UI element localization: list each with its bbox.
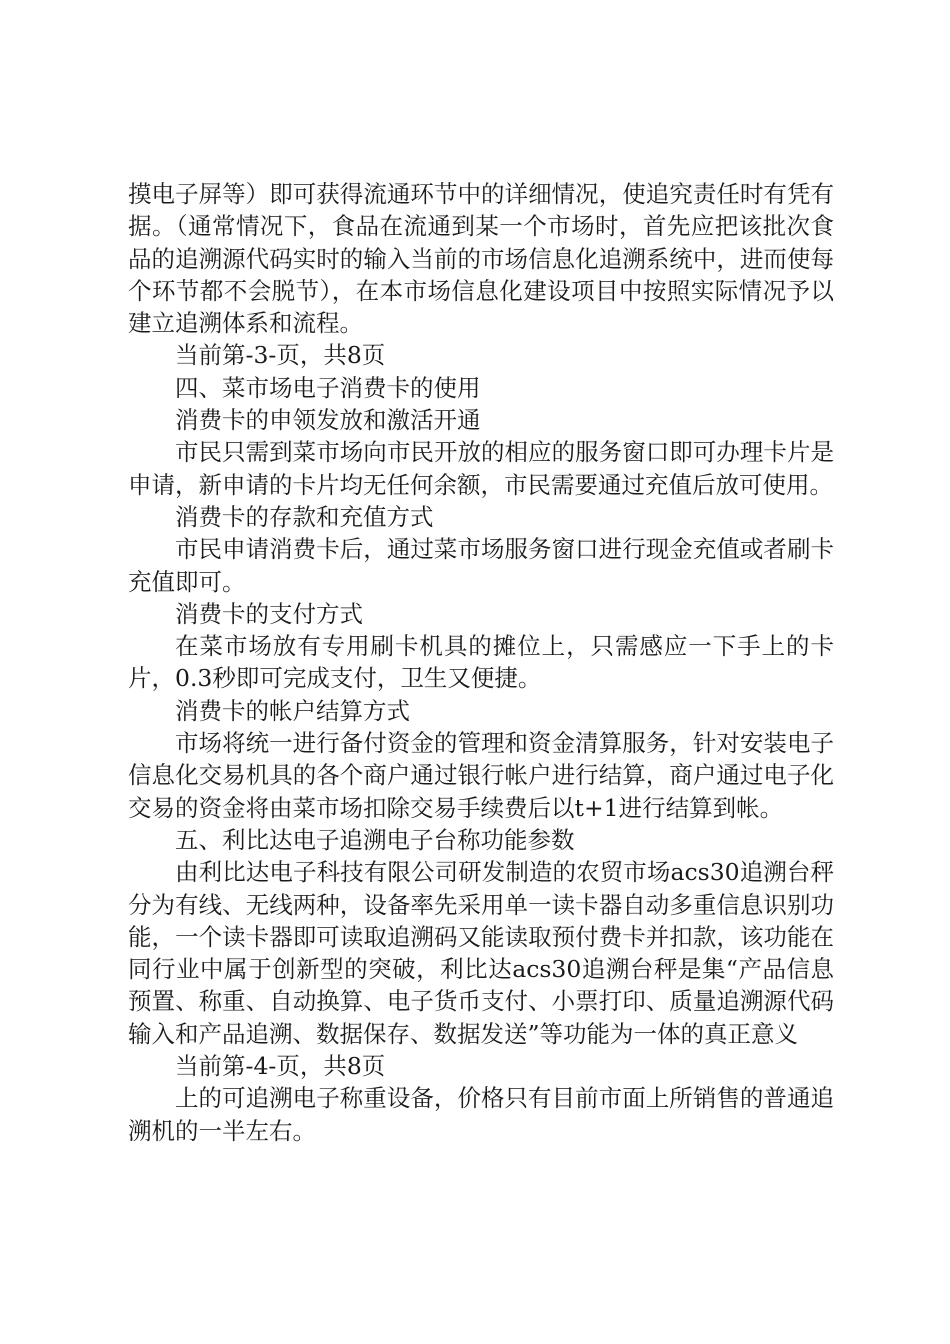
section-heading: 五、利比达电子追溯电子台称功能参数	[175, 825, 575, 854]
subheading: 消费卡的存款和充值方式	[175, 502, 434, 531]
paragraph: 摸电子屏等）即可获得流通环节中的详细情况，使追究责任时有凭有据。（通常情况下，食品在流通到某一个市场时，首先应把该批次食品的追溯源代码实时的输入当前的市场信息化追溯系统中，进而使每个环节都不会脱节），在本市场信息化建设项目中按照实际情况予以建立追溯体系和流程。	[128, 180, 834, 338]
paragraph: 由利比达电子科技有限公司研发制造的农贸市场acs30追溯台秤分为有线、无线两种，设备率先采用单一读卡器自动多重信息识别功能，一个读卡器即可读取追溯码又能读取预付费卡并扣款，该功能在同行业中属于创新型的突破，利比达acs30追溯台秤是集“产品信息预置、称重、自动换算、电子货币支付、小票打印、质量追溯源代码输入和产品追溯、数据保存、数据发送”等功能为一体的真正意义	[128, 858, 834, 1048]
document-page	[128, 178, 834, 1147]
page-indicator: 当前第-3-页，共8页	[175, 341, 386, 370]
section-heading: 四、菜市场电子消费卡的使用	[175, 373, 481, 402]
paragraph: 市场将统一进行备付资金的管理和资金清算服务，针对安装电子信息化交易机具的各个商户通过银行帐户进行结算，商户通过电子化交易的资金将由菜市场扣除交易手续费后以t+1进行结算到帐。	[128, 729, 834, 822]
subheading: 消费卡的支付方式	[175, 599, 363, 628]
paragraph: 市民只需到菜市场向市民开放的相应的服务窗口即可办理卡片是申请，新申请的卡片均无任何余额，市民需要通过充值后放可使用。	[128, 438, 834, 499]
page-indicator: 当前第-4-页，共8页	[175, 1052, 386, 1081]
subheading: 消费卡的申领发放和激活开通	[175, 406, 481, 435]
paragraph: 市民申请消费卡后，通过菜市场服务窗口进行现金充值或者刷卡充值即可。	[128, 535, 834, 596]
subheading: 消费卡的帐户结算方式	[175, 696, 410, 725]
paragraph: 在菜市场放有专用刷卡机具的摊位上，只需感应一下手上的卡片，0.3秒即可完成支付，卫生又便捷。	[128, 632, 834, 693]
paragraph: 上的可追溯电子称重设备，价格只有目前市面上所销售的普通追溯机的一半左右。	[128, 1084, 834, 1145]
